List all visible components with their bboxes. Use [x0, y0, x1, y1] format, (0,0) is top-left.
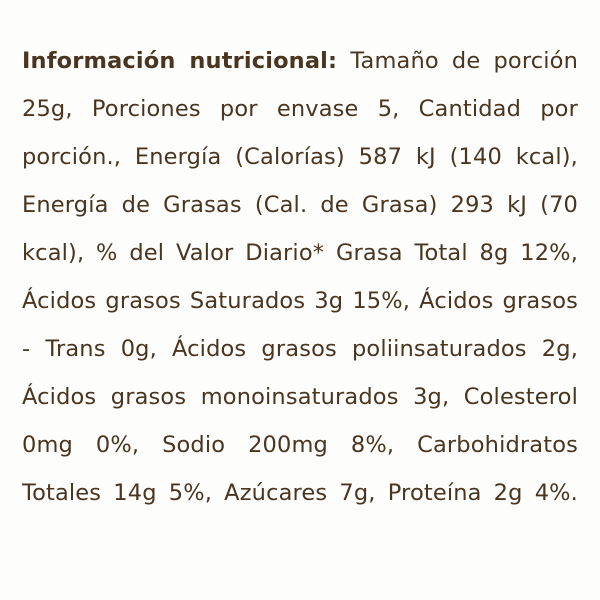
nutrition-information-body: Tamaño de porción 25g, Porciones por envase 5, Cantidad por porción., Energía (Calorías) 587 kJ (140 kcal), Energía de Grasas (Cal. de Grasa) 293 kJ (70 kcal), % del Valor Diario* Grasa Total 8g 12%, Ácidos grasos Saturados 3g 15%, Ácidos grasos - Trans 0g, Ácidos grasos poliinsaturados 2g, Ácidos grasos monoinsaturados 3g, Colesterol 0mg 0%, Sodio 200mg 8%, Carbohidratos Totales 14g 5%, Azúcares 7g, Proteína 2g 4%.	[22, 47, 578, 506]
nutrition-information-heading: Información nutricional:	[22, 47, 338, 74]
nutrition-information-paragraph	[22, 37, 578, 565]
